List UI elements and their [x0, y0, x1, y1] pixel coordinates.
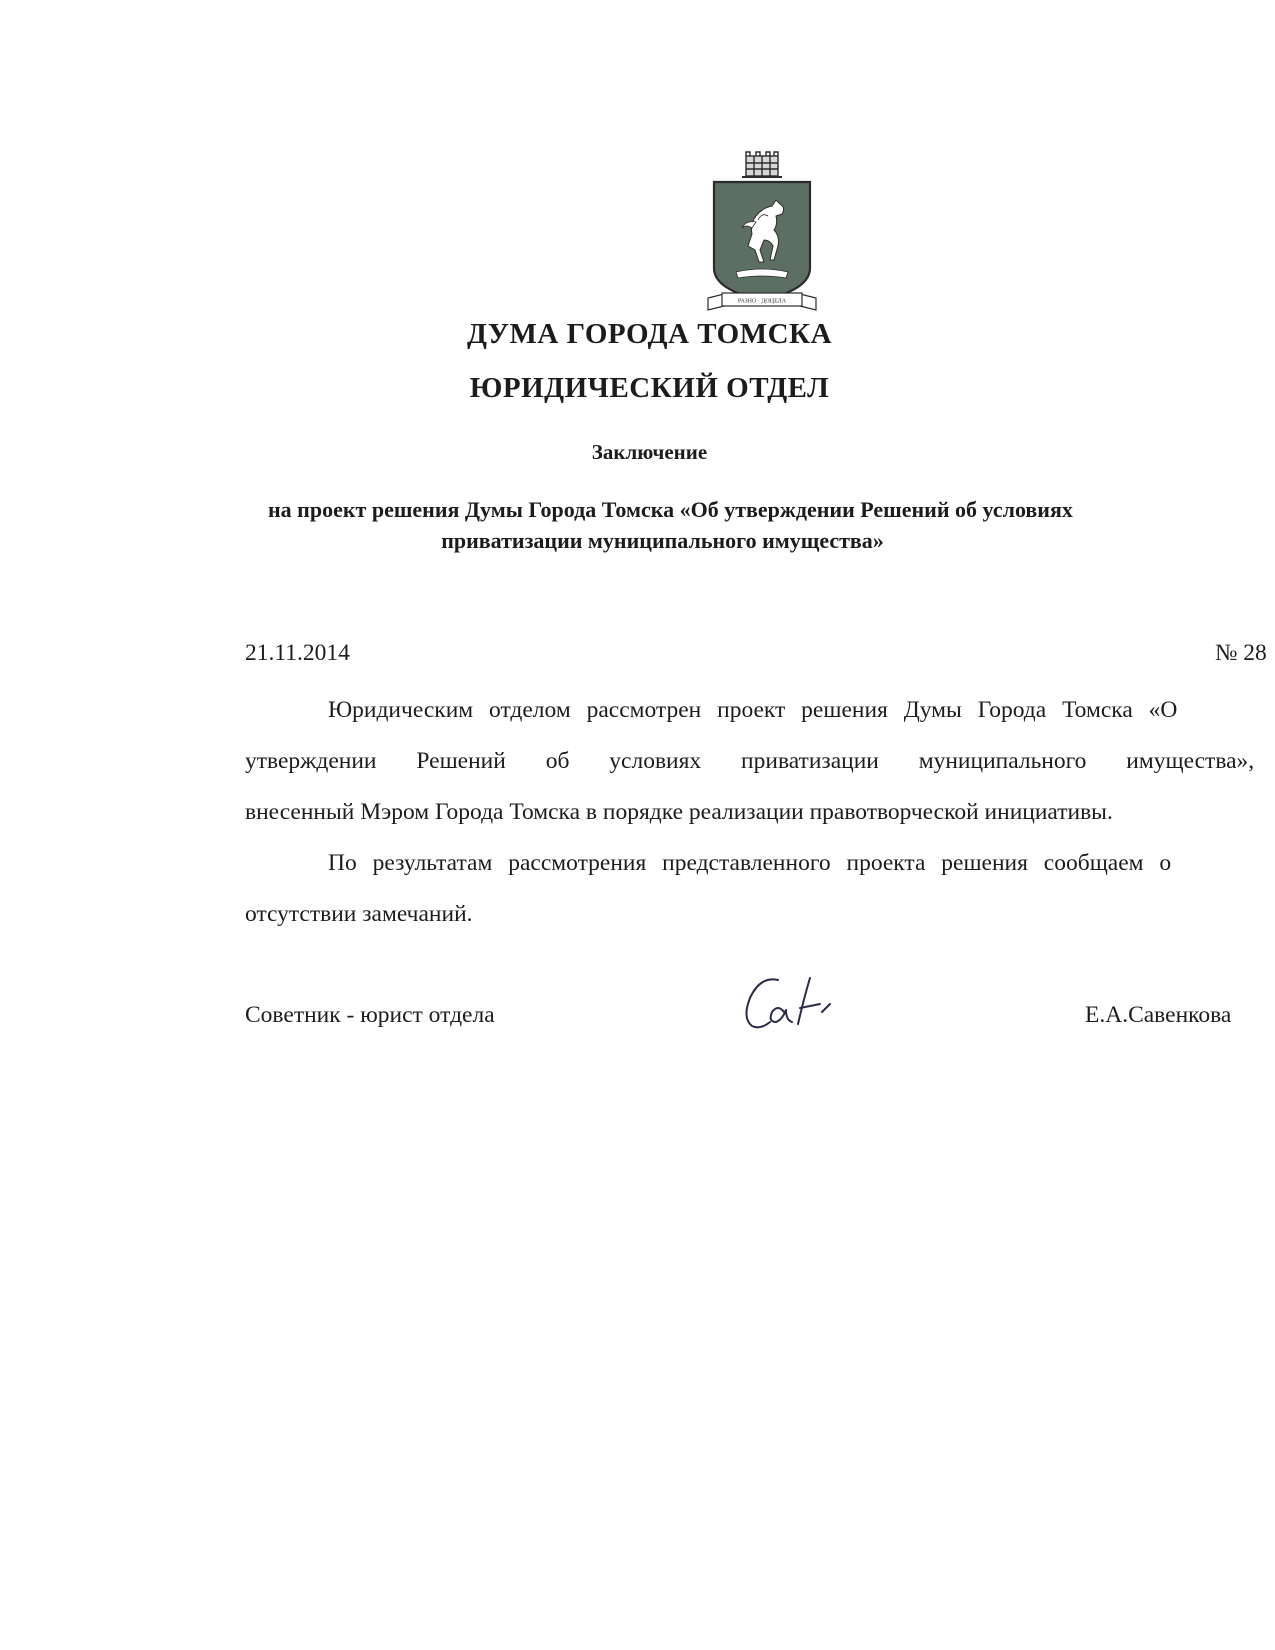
signer-name: Е.А.Савенкова [1085, 1002, 1232, 1028]
document-subject-line-2: приватизации муниципального имущества» [441, 528, 884, 553]
paragraph-1-line-3: внесенный Мэром Города Томска в порядке реализации правотворческой инициативы. [245, 799, 1113, 825]
emblem-motto: РАЗНО · ДОЦЕЛА [737, 298, 787, 305]
paragraph-2-line-1: По результатам рассмотрения представленного проекта решения сообщаем о [328, 850, 1172, 876]
department-title: ЮРИДИЧЕСКИЙ ОТДЕЛ [469, 372, 830, 404]
handwritten-signature [738, 968, 868, 1038]
organization-title: ДУМА ГОРОДА ТОМСКА [466, 318, 833, 350]
document-subject-line-1: на проект решения Думы Города Томска «Об утверждении Решений об условиях [268, 497, 1073, 522]
document-date: 21.11.2014 [245, 640, 350, 666]
signer-position: Советник - юрист отдела [245, 1002, 495, 1028]
paragraph-2-line-2: отсутствии замечаний. [245, 901, 473, 927]
coat-of-arms-icon [706, 150, 818, 320]
document-number: № 28 [1215, 640, 1267, 666]
paragraph-1-line-2: утверждении Решений об условиях приватизации муниципального имущества», [245, 748, 1255, 774]
paragraph-1-line-1: Юридическим отделом рассмотрен проект решения Думы Города Томска «О [328, 697, 1178, 723]
document-type: Заключение [591, 440, 708, 464]
